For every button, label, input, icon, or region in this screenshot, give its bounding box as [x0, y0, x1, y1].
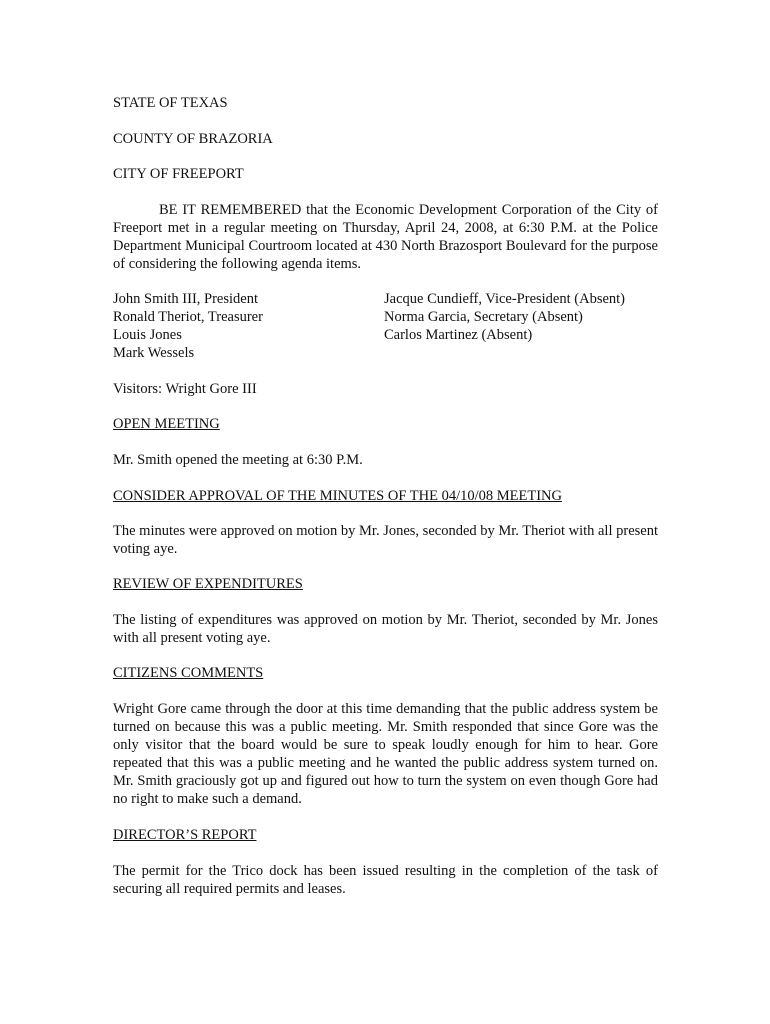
intro-paragraph: BE IT REMEMBERED that the Economic Development Corporation of the City of Freeport met in a regular meeting on Thursday, April 24, 2008, at 6:30 P.M. at the Police Department Municipal Courtroom located at 430 North Brazosport Boulevard for the purpose of considering the following agenda items. — [113, 202, 658, 272]
section-body-open-meeting: Mr. Smith opened the meeting at 6:30 P.M. — [113, 452, 363, 468]
attendee: Mark Wessels — [113, 345, 195, 361]
attendees-present — [113, 290, 263, 362]
attendee: John Smith III, President — [113, 291, 258, 307]
section-body-directors-report: The permit for the Trico dock has been issued resulting in the completion of the task of securing all required permits and leases. — [113, 863, 658, 897]
attendee: Carlos Martinez (Absent) — [384, 327, 533, 343]
section-body-minutes: The minutes were approved on motion by Mr. Jones, seconded by Mr. Theriot with all present voting aye. — [113, 523, 658, 557]
visitors-line: Visitors: Wright Gore III — [113, 381, 257, 397]
attendee: Norma Garcia, Secretary (Absent) — [384, 309, 583, 325]
section-body-expenditures: The listing of expenditures was approved on motion by Mr. Theriot, seconded by Mr. Jones with all present voting aye. — [113, 612, 658, 646]
attendee: Jacque Cundieff, Vice-President (Absent) — [384, 291, 625, 307]
attendee: Louis Jones — [113, 327, 182, 343]
attendees-absent — [384, 290, 625, 344]
section-body-citizens-comments: Wright Gore came through the door at this time demanding that the public address system be turned on because this was a public meeting. Mr. Smith responded that since Gore was the only visitor that the board would be sure to speak loudly enough for him to hear. Gore repeated that this was a public meeting and he wanted the public address system turned on. Mr. Smith graciously got up and figured out how to turn the system on even though Gore had no right to make such a demand. — [113, 701, 658, 807]
state-line: STATE OF TEXAS — [113, 95, 228, 111]
section-heading-directors-report: DIRECTOR’S REPORT — [113, 827, 257, 843]
county-line: COUNTY OF BRAZORIA — [113, 131, 273, 147]
section-heading-minutes: CONSIDER APPROVAL OF THE MINUTES OF THE 04/10/08 MEETING — [113, 488, 562, 504]
section-heading-expenditures: REVIEW OF EXPENDITURES — [113, 576, 303, 592]
section-heading-open-meeting: OPEN MEETING — [113, 416, 220, 432]
section-heading-citizens-comments: CITIZENS COMMENTS — [113, 665, 264, 681]
attendee: Ronald Theriot, Treasurer — [113, 309, 263, 325]
city-line: CITY OF FREEPORT — [113, 166, 244, 182]
